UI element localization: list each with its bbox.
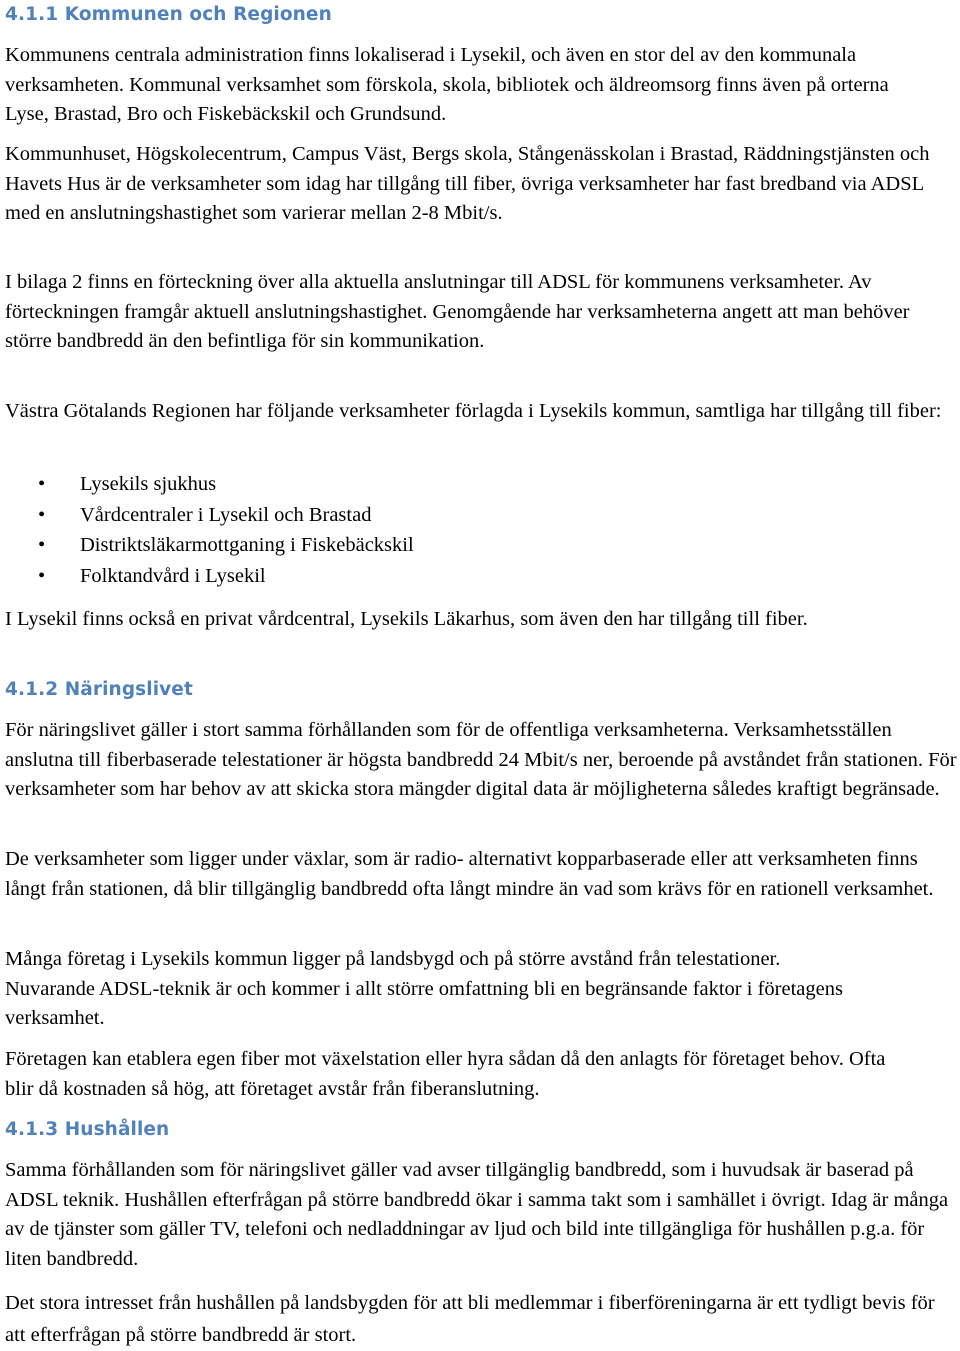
heading-kommunen-och-regionen: 4.1.1 Kommunen och Regionen xyxy=(5,4,332,25)
heading-hushallen: 4.1.3 Hushållen xyxy=(5,1119,170,1140)
paragraph-naringslivet-2: De verksamheter som ligger under växlar, som är radio- alternativt kopparbaserade eller att verksamheten finns långt från stationen, då blir tillgänglig bandbredd ofta långt mindre än vad som krävs för en rationell verksamhet. xyxy=(5,848,934,900)
bullet-icon: • xyxy=(38,473,46,495)
paragraph-central-administration: Kommunens centrala administration finns lokaliserad i Lysekil, och även en stor del av den kommunala verksamheten. Kommunal verksamhet som förskola, skola, bibliotek och äldreomsorg finns även på orterna Lyse, Brastad, Bro och Fiskebäckskil och Grundsund. xyxy=(5,44,889,125)
paragraph-bilaga: I bilaga 2 finns en förteckning över alla aktuella anslutningar till ADSL för kommunens verksamheter. Av förteckningen framgår aktuell anslutningshastighet. Genomgående har verksamheterna angett att man behöver större bandbredd än den befintliga för sin kommunikation. xyxy=(5,271,910,352)
list-item xyxy=(5,562,950,593)
region-services-list xyxy=(5,470,950,592)
list-item xyxy=(5,470,950,501)
paragraph-naringslivet-4: Företagen kan etablera egen fiber mot växelstation eller hyra sådan då den anlagts för företaget behov. Ofta blir då kostnaden så hög, att företaget avstår från fiberanslutning. xyxy=(5,1048,886,1100)
paragraph-regionen: Västra Götalands Regionen har följande verksamheter förlagda i Lysekils kommun, samtliga har tillgång till fiber: xyxy=(5,400,942,422)
list-item-label: Vårdcentraler i Lysekil och Brastad xyxy=(80,503,372,526)
paragraph-fiber-access: Kommunhuset, Högskolecentrum, Campus Väst, Bergs skola, Stångenässkolan i Brastad, Räddningstjänsten och Havets Hus är de verksamheter som idag har tillgång till fiber, övriga verksamheter har fast bredband via ADSL med en anslutningshastighet som varierar mellan 2-8 Mbit/s. xyxy=(5,143,930,224)
paragraph-private-vardcentral: I Lysekil finns också en privat vårdcentral, Lysekils Läkarhus, som även den har tillgång till fiber. xyxy=(5,608,808,630)
paragraph-hushallen-2: Det stora intresset från hushållen på landsbygden för att bli medlemmar i fiberföreningarna är ett tydligt bevis för att efterfrågan på större bandbredd är stort. xyxy=(5,1292,935,1346)
list-item xyxy=(5,501,950,532)
list-item-label: Distriktsläkarmottganing i Fiskebäckskil xyxy=(80,534,414,556)
list-item-label: Lysekils sjukhus xyxy=(80,473,217,495)
heading-naringslivet: 4.1.2 Näringslivet xyxy=(5,679,193,700)
bullet-icon: • xyxy=(38,503,46,526)
paragraph-naringslivet-3: Många företag i Lysekils kommun ligger på landsbygd och på större avstånd från telestationer. Nuvarande ADSL-teknik är och kommer i allt större omfattning bli en begränsande faktor i företagens verksamhet. xyxy=(5,948,843,1029)
paragraph-hushallen-1: Samma förhållanden som för näringslivet gäller vad avser tillgänglig bandbredd, som i huvudsak är baserad på ADSL teknik. Hushållen efterfrågan på större bandbredd ökar i samma takt som i samhället i övrigt. Idag är många av de tjänster som gäller TV, telefoni och nedladdningar av ljud och bild inte tillgängliga för hushållen p.g.a. för liten bandbredd. xyxy=(5,1159,949,1270)
list-item-label: Folktandvård i Lysekil xyxy=(80,564,266,587)
bullet-icon: • xyxy=(38,564,46,587)
list-item xyxy=(5,531,950,562)
paragraph-naringslivet-1: För näringslivet gäller i stort samma förhållanden som för de offentliga verksamheterna. Verksamhetsställen anslutna till fiberbaserade telestationer är högsta bandbredd 24 Mbit/s ner, beroende på avståndet från stationen. För verksamheter som har behov av att skicka stora mängder digital data är möjligheterna således kraftigt begränsade. xyxy=(5,719,957,800)
bullet-icon: • xyxy=(38,534,46,556)
